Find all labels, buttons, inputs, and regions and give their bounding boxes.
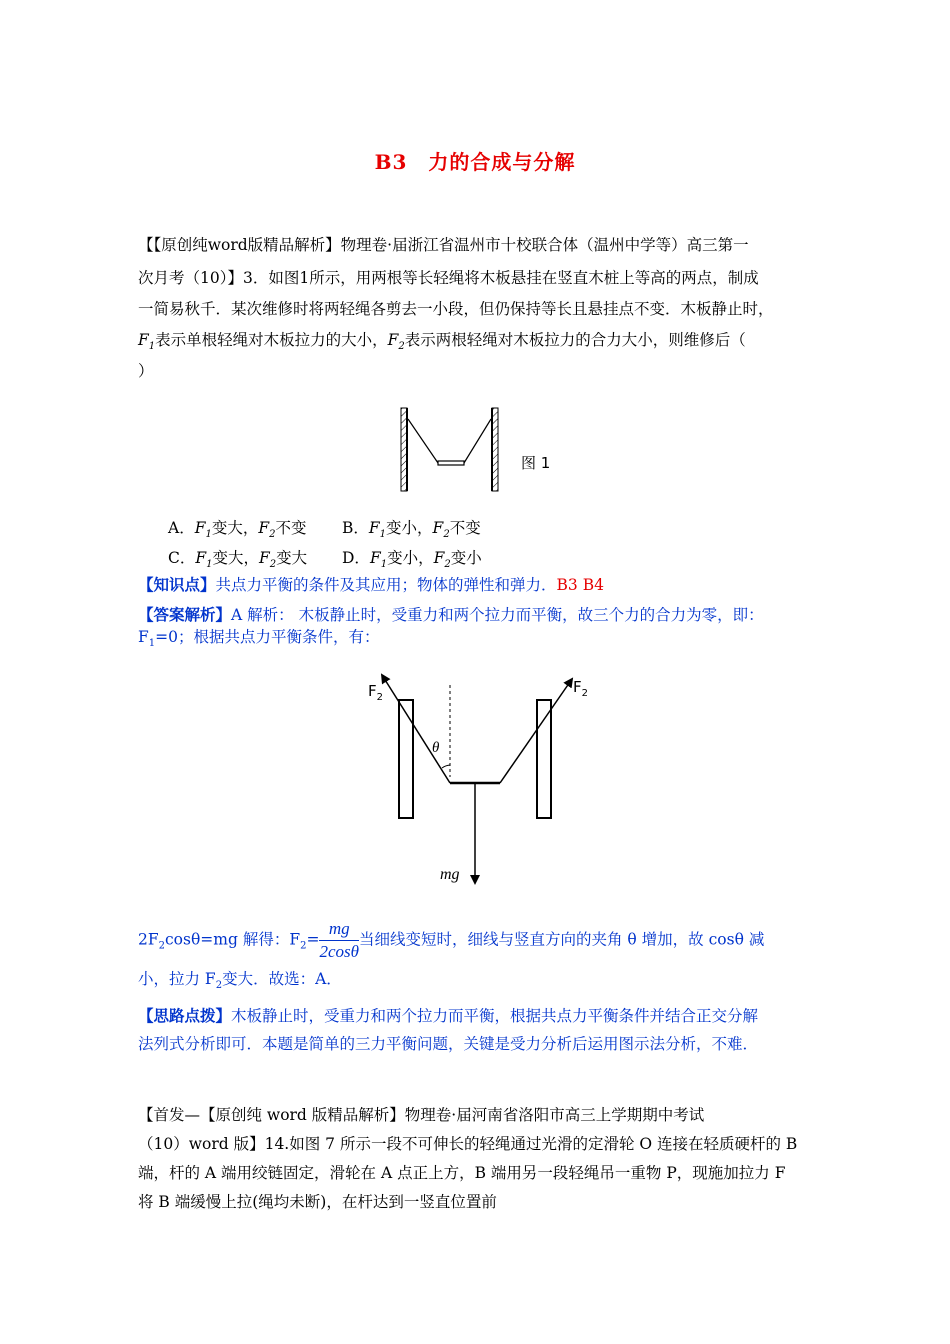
answer-line-1: 【答案解析】A 解析： 木板静止时，受重力和两个拉力而平衡，故三个力的合力为零，即： bbox=[138, 605, 764, 624]
figure-1-swing bbox=[398, 405, 558, 495]
right-rope bbox=[464, 419, 491, 463]
symbol-f1: $F_1$ bbox=[138, 331, 156, 353]
q2-line-4: 将 B 端缓慢上拉(绳均未断)，在杆达到一竖直位置前 bbox=[138, 1193, 497, 1211]
q1-line-1: 【【原创纯word版精品解析】物理卷·届浙江省温州市十校联合体（温州中学等）高三第一 bbox=[138, 236, 749, 254]
left-rope-force-arrow bbox=[382, 675, 450, 783]
q1-line-2: 次月考（10）】3．如图1所示，用两根等长轻绳将木板悬挂在竖直木桩上等高的两点，制成 bbox=[138, 269, 759, 287]
hint-line-2: 法列式分析即可．本题是简单的三力平衡问题，关键是受力分析后运用图示法分析，不难． bbox=[138, 1035, 759, 1053]
q2-line-1: 【首发—【原创纯 word 版精品解析】物理卷·届河南省洛阳市高三上学期期中考试 bbox=[138, 1106, 705, 1124]
page-title: B3 力的合成与分解 bbox=[374, 150, 576, 174]
option-a: A．$F_1$变大，$F_2$不变 bbox=[168, 519, 307, 541]
figure-1-label: 图 1 bbox=[521, 454, 551, 472]
answer-line-2: $F_1=0$；根据共点力平衡条件，有： bbox=[138, 628, 380, 650]
theta-label: θ bbox=[432, 740, 440, 756]
option-d: D．$F_1$变小，$F_2$变小 bbox=[342, 549, 482, 571]
right-post bbox=[537, 700, 551, 818]
figure-2-force-diagram bbox=[360, 665, 610, 895]
q2-line-3: 端，杆的 A 端用绞链固定，滑轮在 A 点正上方，B 端用另一段轻绳吊一重物 P，现施加拉力 F bbox=[138, 1164, 786, 1182]
wooden-board bbox=[438, 461, 464, 465]
knowledge-point: 【知识点】共点力平衡的条件及其应用；物体的弹性和弹力．B3 B4 bbox=[138, 575, 604, 594]
equation-line-2: 小，拉力 $F_2$变大．故选：A． bbox=[138, 970, 342, 992]
hint-line-1: 【思路点拨】木板静止时，受重力和两个拉力而平衡，根据共点力平衡条件并结合正交分解 bbox=[138, 1006, 759, 1025]
left-post bbox=[399, 700, 413, 818]
f2-label-right: $F_2$ bbox=[573, 678, 589, 699]
mg-label: mg bbox=[440, 866, 460, 883]
q1-line-5: ） bbox=[138, 362, 154, 380]
option-b: B．$F_1$变小，$F_2$不变 bbox=[342, 519, 481, 541]
q2-line-2: （10）word 版】14.如图 7 所示一段不可伸长的轻绳通过光滑的定滑轮 O 连接在轻质硬杆的 B bbox=[138, 1135, 798, 1153]
theta-arc bbox=[442, 765, 450, 768]
f2-label-left: $F_2$ bbox=[368, 682, 384, 703]
q1-line-3: 一简易秋千．某次维修时将两轻绳各剪去一小段，但仍保持等长且悬挂点不变．木板静止时， bbox=[138, 300, 774, 318]
option-c: C．$F_1$变大，$F_2$变大 bbox=[168, 549, 308, 571]
equation-line-1: $2F_2\cos\theta=mg$ 解得：$F_2=$ $\frac{mg}{2\cos\theta}$ 当细线变短时，细线与竖直方向的夹角 θ 增加，故 cosθ 减 bbox=[138, 919, 765, 961]
fraction-mg-over-2cos: $\frac{mg}{2\cos\theta}$ bbox=[319, 919, 359, 961]
q1-line-4: $F_1$表示单根轻绳对木板拉力的大小，$F_2$表示两根轻绳对木板拉力的合力大小，则维修后（ bbox=[138, 331, 746, 353]
symbol-f2: $F_2$ bbox=[387, 331, 405, 353]
left-rope bbox=[408, 419, 438, 463]
